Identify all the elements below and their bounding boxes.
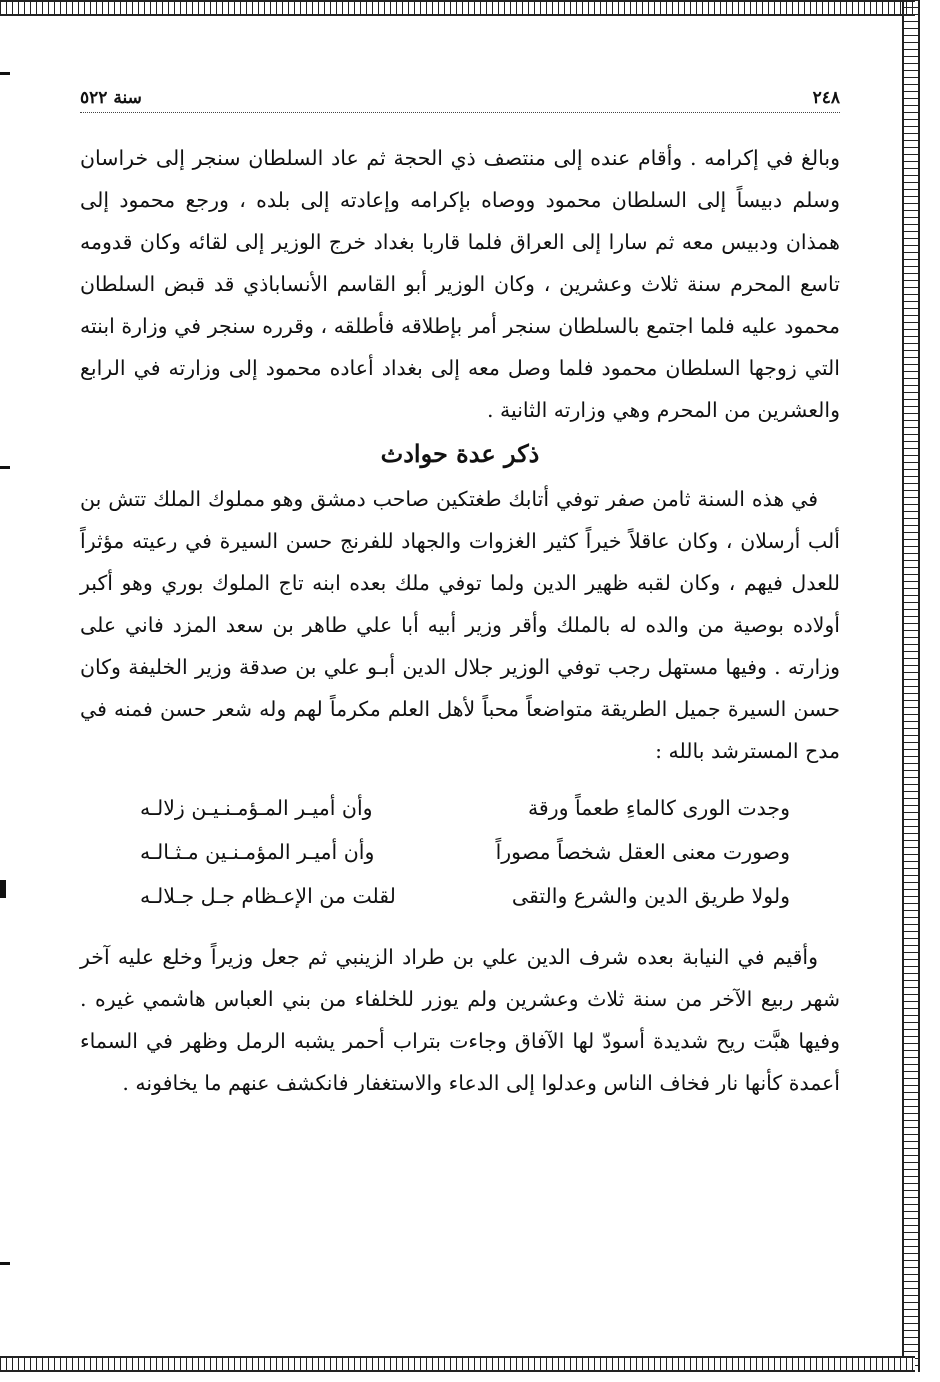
verse-second-hemistich: وأن أميـر المؤمـنـين مـثـالـه	[140, 840, 375, 864]
poem	[80, 786, 840, 918]
section-title: ذكر عدة حوادث	[380, 439, 540, 468]
ornamental-border-right	[902, 0, 920, 1372]
poem-verse	[80, 830, 840, 874]
ornamental-border-bottom	[0, 1356, 915, 1372]
year-label: سنة ٥٢٢	[80, 88, 142, 108]
verse-first-hemistich: وجدت الورى كالماءِ طعماً ورقة	[527, 796, 790, 820]
ornamental-border-top	[0, 0, 915, 16]
margin-mark	[0, 72, 10, 75]
paragraph: في هذه السنة ثامن صفر توفي أتابك طغتكين صاحب دمشق وهو مملوك الملك تتش بن ألب أرسلان ، وكان عاقلاً خيراً كثير الغزوات والجهاد للفرنج حسن السيرة في رعيته مؤثراً للعدل فيهم ، وكان لقبه ظهير الدين ولما توفي ملك بعده ابنه تاج الملوك بوري وهو أكبر أولاده بوصية من والده له بالملك وأقر وزير أبيه أبا علي طاهر بن سعد المزد فاني على وزارته . وفيها مستهل رجب توفي الوزير جلال الدين أبـو علي بن صدقة وزير الخليفة وكان حسن السيرة جميل الطريقة متواضعاً محباً لأهل العلم مكرماً لهم وله شعر حسن فمنه في مدح المسترشد بالله :	[80, 487, 840, 763]
page-number: ٢٤٨	[812, 88, 840, 108]
margin-mark	[0, 466, 10, 469]
margin-mark	[0, 1262, 10, 1265]
margin-mark	[0, 880, 6, 898]
body-text	[80, 137, 840, 1104]
verse-second-hemistich: وأن أميـر المـؤمـنـيـن زلالـه	[140, 796, 373, 820]
page-content	[80, 88, 840, 1104]
poem-verse	[80, 874, 840, 918]
poem-verse	[80, 786, 840, 830]
paragraph: وأقيم في النيابة بعده شرف الدين علي بن طراد الزينبي ثم جعل وزيراً وخلع عليه آخر شهر ربيع الآخر من سنة ثلاث وعشرين ولم يوزر للخلفاء من بني العباس هاشمي غيره . وفيها هبَّت ريح شديدة أسودّ لها الآفاق وجاءت بتراب أحمر يشبه الرمل وظهر في السماء أعمدة كأنها نار فخاف الناس وعدلوا إلى الدعاء والاستغفار فانكشف عنهم ما يخافونه .	[80, 945, 840, 1095]
verse-first-hemistich: ولولا طريق الدين والشرع والتقى	[511, 884, 790, 908]
verse-second-hemistich: لقلت من الإعـظام جـل جـلالـه	[140, 884, 396, 908]
verse-first-hemistich: وصورت معنى العقل شخصاً مصوراً	[495, 840, 790, 864]
running-header	[80, 88, 840, 113]
paragraph: وبالغ في إكرامه . وأقام عنده إلى منتصف ذي الحجة ثم عاد السلطان سنجر إلى خراسان وسلم دبيساً إلى السلطان محمود ووصاه بإكرامه وإعادته إلى بلده ، ورجع محمود إلى همذان ودبيس معه ثم سارا إلى العراق فلما قاربا بغداد خرج الوزير إلى لقائه وكان قدومه تاسع المحرم سنة ثلاث وعشرين ، وكان الوزير أبو القاسم الأنساباذي قد قبض السلطان محمود عليه فلما اجتمع بالسلطان سنجر أمر بإطلاقه فأطلقه ، وقرره سنجر في وزارة ابنته التي زوجها السلطان محمود فلما وصل معه إلى بغداد أعاده محمود إلى وزارته في الرابع والعشرين من المحرم وهي وزارته الثانية .	[80, 146, 840, 422]
